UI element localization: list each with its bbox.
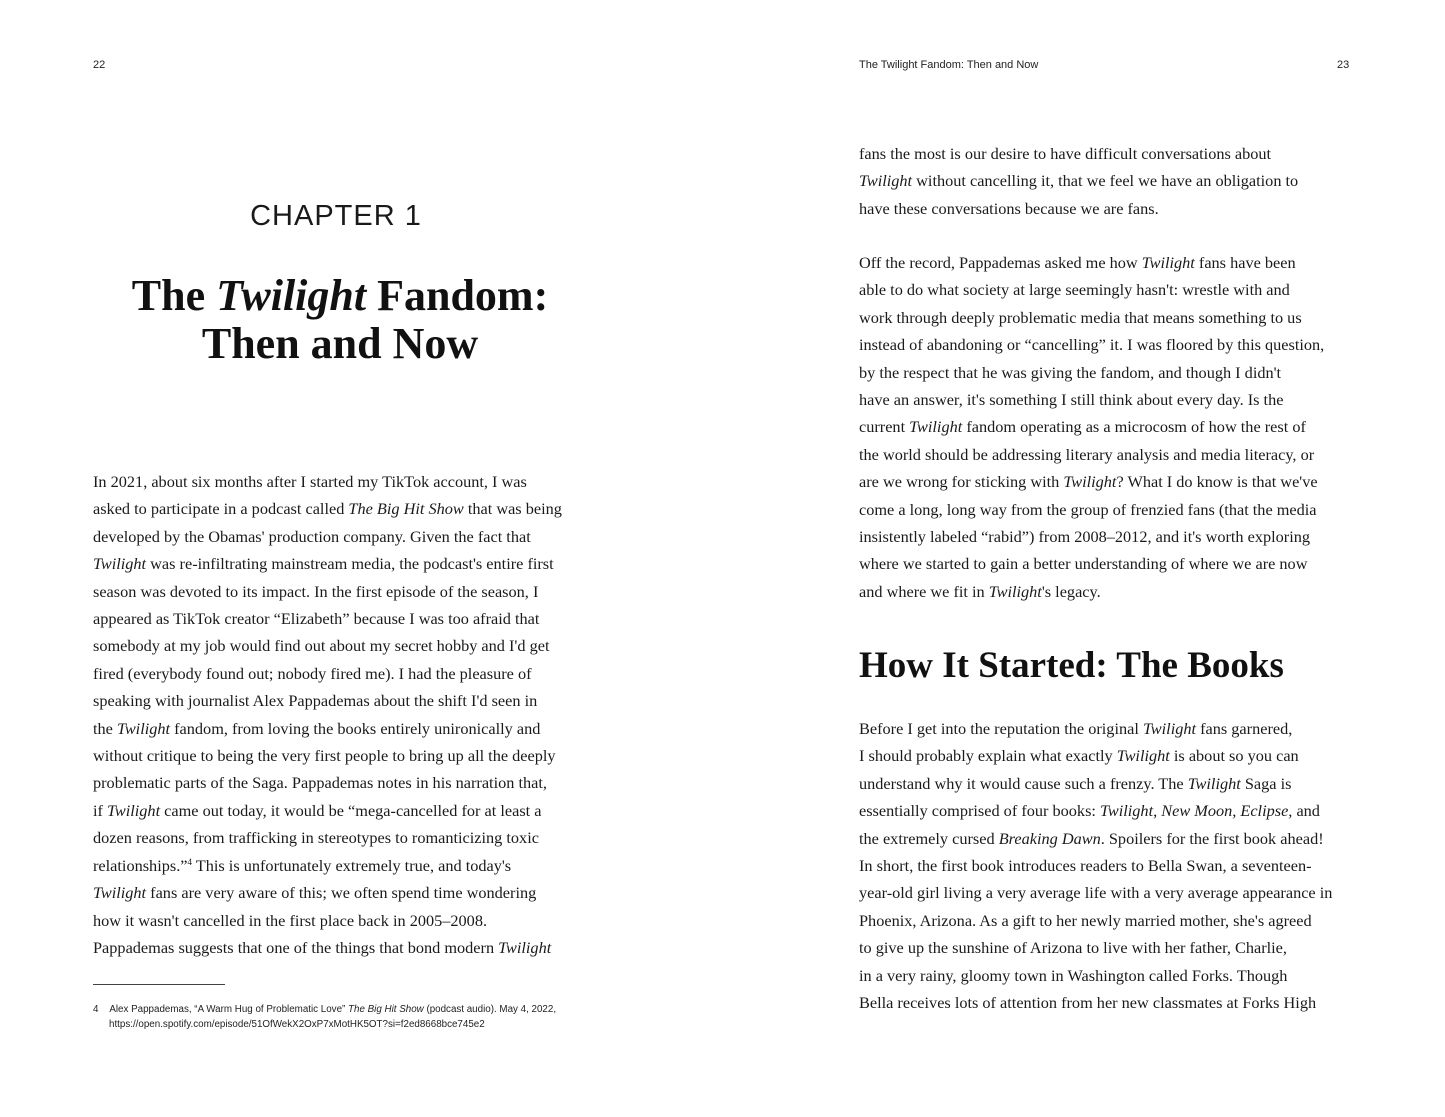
text-line: have these conversations because we are fans. xyxy=(859,198,1159,218)
text-line: and where we fit in Twilight's legacy. xyxy=(859,581,1101,601)
text-line: speaking with journalist Alex Pappademas about the shift I'd seen in xyxy=(93,691,538,711)
text-line: where we started to gain a better understanding of where we are now xyxy=(859,554,1308,574)
text-line: in a very rainy, gloomy town in Washington called Forks. Though xyxy=(859,965,1288,985)
text-line: In 2021, about six months after I started my TikTok account, I was xyxy=(93,472,527,491)
text-line: how it wasn't cancelled in the first place back in 2005–2008. xyxy=(93,910,488,930)
text-line: the world should be addressing literary analysis and media literacy, or xyxy=(859,444,1315,464)
text-line: the extremely cursed Breaking Dawn. Spoilers for the first book ahead! xyxy=(859,828,1324,848)
text-line: Twilight fans are very aware of this; we often spend time wondering xyxy=(93,883,537,903)
footnote-url: https://open.spotify.com/episode/51OfWekX2OxP7xMotHK5OT?si=f2ed8668bce745e2 xyxy=(109,1019,485,1030)
text-line: Phoenix, Arizona. As a gift to her newly married mother, she's agreed xyxy=(859,910,1312,930)
page-number-right: 23 xyxy=(1337,59,1350,71)
text-line: current Twilight fandom operating as a microcosm of how the rest of xyxy=(859,417,1306,437)
text-line: essentially comprised of four books: Twilight, New Moon, Eclipse, and xyxy=(859,801,1320,821)
running-title: The Twilight Fandom: Then and Now xyxy=(859,59,1039,71)
paragraph-off-the-record xyxy=(859,249,1359,605)
text-line: relationships.”$^4$ This is unfortunately extremely true, and today's xyxy=(93,855,512,875)
footnote xyxy=(93,1002,593,1032)
text-line: able to do what society at large seemingly hasn't: wrestle with and xyxy=(859,280,1290,300)
text-line: the Twilight fandom, from loving the books entirely unironically and xyxy=(93,718,541,738)
text-line: developed by the Obamas' production company. Given the fact that xyxy=(93,526,531,546)
text-line: insistently labeled “rabid”) from 2008–2012, and it's worth exploring xyxy=(859,527,1311,547)
paragraph-continued xyxy=(859,140,1359,222)
chapter-label: CHAPTER 1 xyxy=(250,200,422,232)
text-line: understand why it would cause such a frenzy. The Twilight Saga is xyxy=(859,773,1292,793)
text-line: In short, the first book introduces readers to Bella Swan, a seventeen- xyxy=(859,856,1312,876)
text-line: Pappademas suggests that one of the things that bond modern Twilight xyxy=(93,937,552,957)
text-line: asked to participate in a podcast called The Big Hit Show that was being xyxy=(93,499,562,519)
text-line: Off the record, Pappademas asked me how Twilight fans have been xyxy=(859,253,1296,272)
text-line: have an answer, it's something I still think about every day. Is the xyxy=(859,390,1284,410)
text-line: dozen reasons, from trafficking in stereotypes to romanticizing toxic xyxy=(93,828,539,848)
left-page xyxy=(0,0,722,1117)
right-page xyxy=(722,0,1445,1117)
footnote-divider xyxy=(93,984,225,985)
text-line: if Twilight came out today, it would be “mega-cancelled for at least a xyxy=(93,800,542,820)
chapter-title-line-2: Then and Now xyxy=(201,319,479,368)
footnote-line-1: 4 Alex Pappademas, “A Warm Hug of Problematic Love” The Big Hit Show (podcast audio). May 4, 2022, xyxy=(93,1004,557,1015)
section-heading: How It Started: The Books xyxy=(859,645,1284,686)
text-line: come a long, long way from the group of frenzied fans (that the media xyxy=(859,499,1317,519)
chapter-title xyxy=(0,272,680,368)
text-line: year-old girl living a very average life with a very average appearance in xyxy=(859,883,1333,903)
text-line: appeared as TikTok creator “Elizabeth” because I was too afraid that xyxy=(93,609,540,629)
text-line: season was devoted to its impact. In the first episode of the season, I xyxy=(93,581,539,601)
text-line: problematic parts of the Saga. Pappademas notes in his narration that, xyxy=(93,773,547,793)
text-line: by the respect that he was giving the fandom, and though I didn't xyxy=(859,362,1282,382)
paragraph-books xyxy=(859,715,1359,1016)
text-line: Before I get into the reputation the original Twilight fans garnered, xyxy=(859,719,1293,738)
page-number-left: 22 xyxy=(93,59,106,71)
text-line: work through deeply problematic media that means something to us xyxy=(859,307,1302,327)
chapter-title-line-1: The Twilight Fandom: xyxy=(131,271,549,320)
text-line: I should probably explain what exactly Twilight is about so you can xyxy=(859,746,1299,766)
chapter-body-text xyxy=(93,468,593,961)
text-line: somebody at my job would find out about my secret hobby and I'd get xyxy=(93,636,550,656)
text-line: Bella receives lots of attention from her new classmates at Forks High xyxy=(859,993,1317,1013)
text-line: are we wrong for sticking with Twilight? What I do know is that we've xyxy=(859,472,1318,492)
text-line: to give up the sunshine of Arizona to live with her father, Charlie, xyxy=(859,938,1287,958)
text-line: Twilight was re-infiltrating mainstream media, the podcast's entire first xyxy=(93,554,554,574)
text-line: fans the most is our desire to have difficult conversations about xyxy=(859,144,1272,163)
text-line: Twilight without cancelling it, that we feel we have an obligation to xyxy=(859,171,1299,191)
text-line: fired (everybody found out; nobody fired me). I had the pleasure of xyxy=(93,663,532,683)
text-line: without critique to being the very first people to bring up all the deeply xyxy=(93,746,556,766)
text-line: instead of abandoning or “cancelling” it. I was floored by this question, xyxy=(859,335,1325,355)
